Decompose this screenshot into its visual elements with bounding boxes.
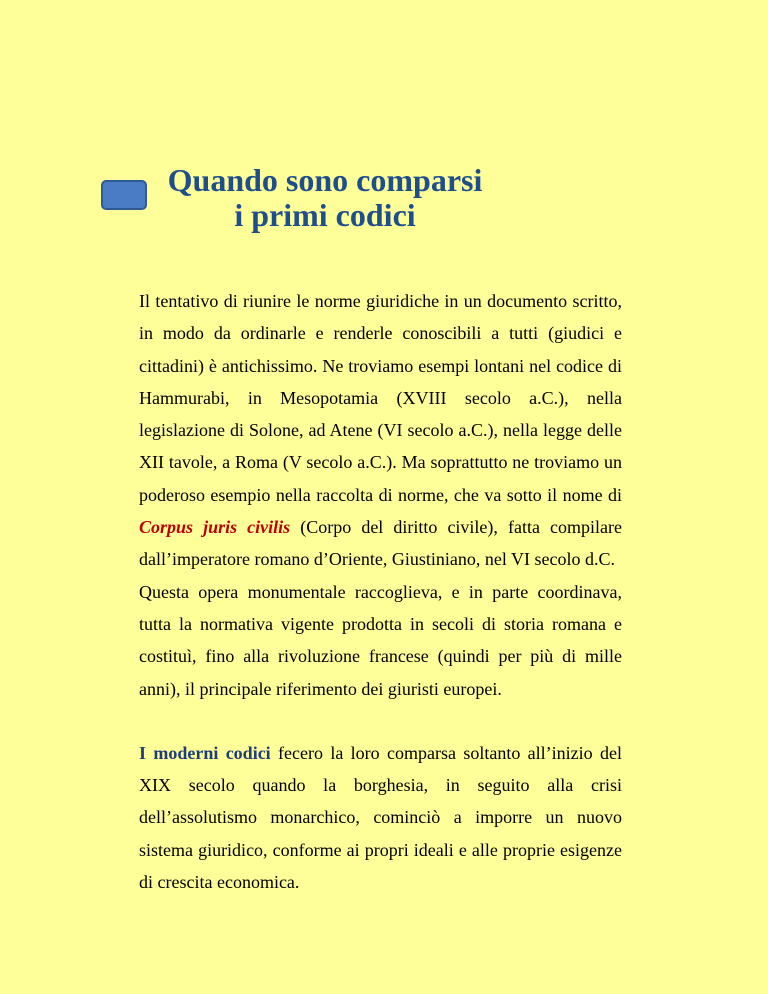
- nav-button[interactable]: [101, 180, 147, 210]
- title-line-1: Quando sono comparsi: [167, 162, 483, 198]
- paragraph-1-text-end: (Corpo del diritto civile), fatta compilare dall’imperatore romano d’Oriente, Giustiniano, nel VI secolo d.C.: [139, 517, 622, 570]
- corpus-juris-civilis-term: Corpus juris civilis: [139, 517, 291, 538]
- page-title: [150, 163, 500, 233]
- paragraph-1-text-start: Il tentativo di riunire le norme giuridiche in un documento scritto, in modo da ordinarle e renderle conoscibili a tutti (giudici e cittadini) è antichissimo. Ne troviamo esempi lontani nel codice di Hammurabi, in Mesopotamia (XVIII secolo a.C.), nella legislazione di Solone, ad Atene (VI secolo a.C.), nella legge delle XII tavole, a Roma (V secolo a.C.). Ma soprattutto ne troviamo un poderoso esempio nella raccolta di norme, che va sotto il nome di: [139, 291, 622, 505]
- title-line-2: i primi codici: [234, 197, 416, 233]
- document-body: [139, 285, 622, 898]
- paragraph-3-text: fecero la loro comparsa soltanto all’inizio del XIX secolo quando la borghesia, in seguito alla crisi dell’assolutismo monarchico, cominciò a imporre un nuovo sistema giuridico, conforme ai propri ideali e alle proprie esigenze di crescita economica.: [139, 742, 622, 893]
- paragraph-spacer: [139, 705, 622, 737]
- paragraph-2: Questa opera monumentale raccoglieva, e in parte coordinava, tutta la normativa vigente prodotta in secoli di storia romana e costituì, fino alla rivoluzione francese (quindi per più di mille anni), il principale riferimento dei giuristi europei.: [139, 581, 622, 699]
- paragraph-3: [139, 737, 622, 898]
- paragraph-1: [139, 285, 622, 576]
- moderni-codici-term: I moderni codici: [139, 742, 271, 763]
